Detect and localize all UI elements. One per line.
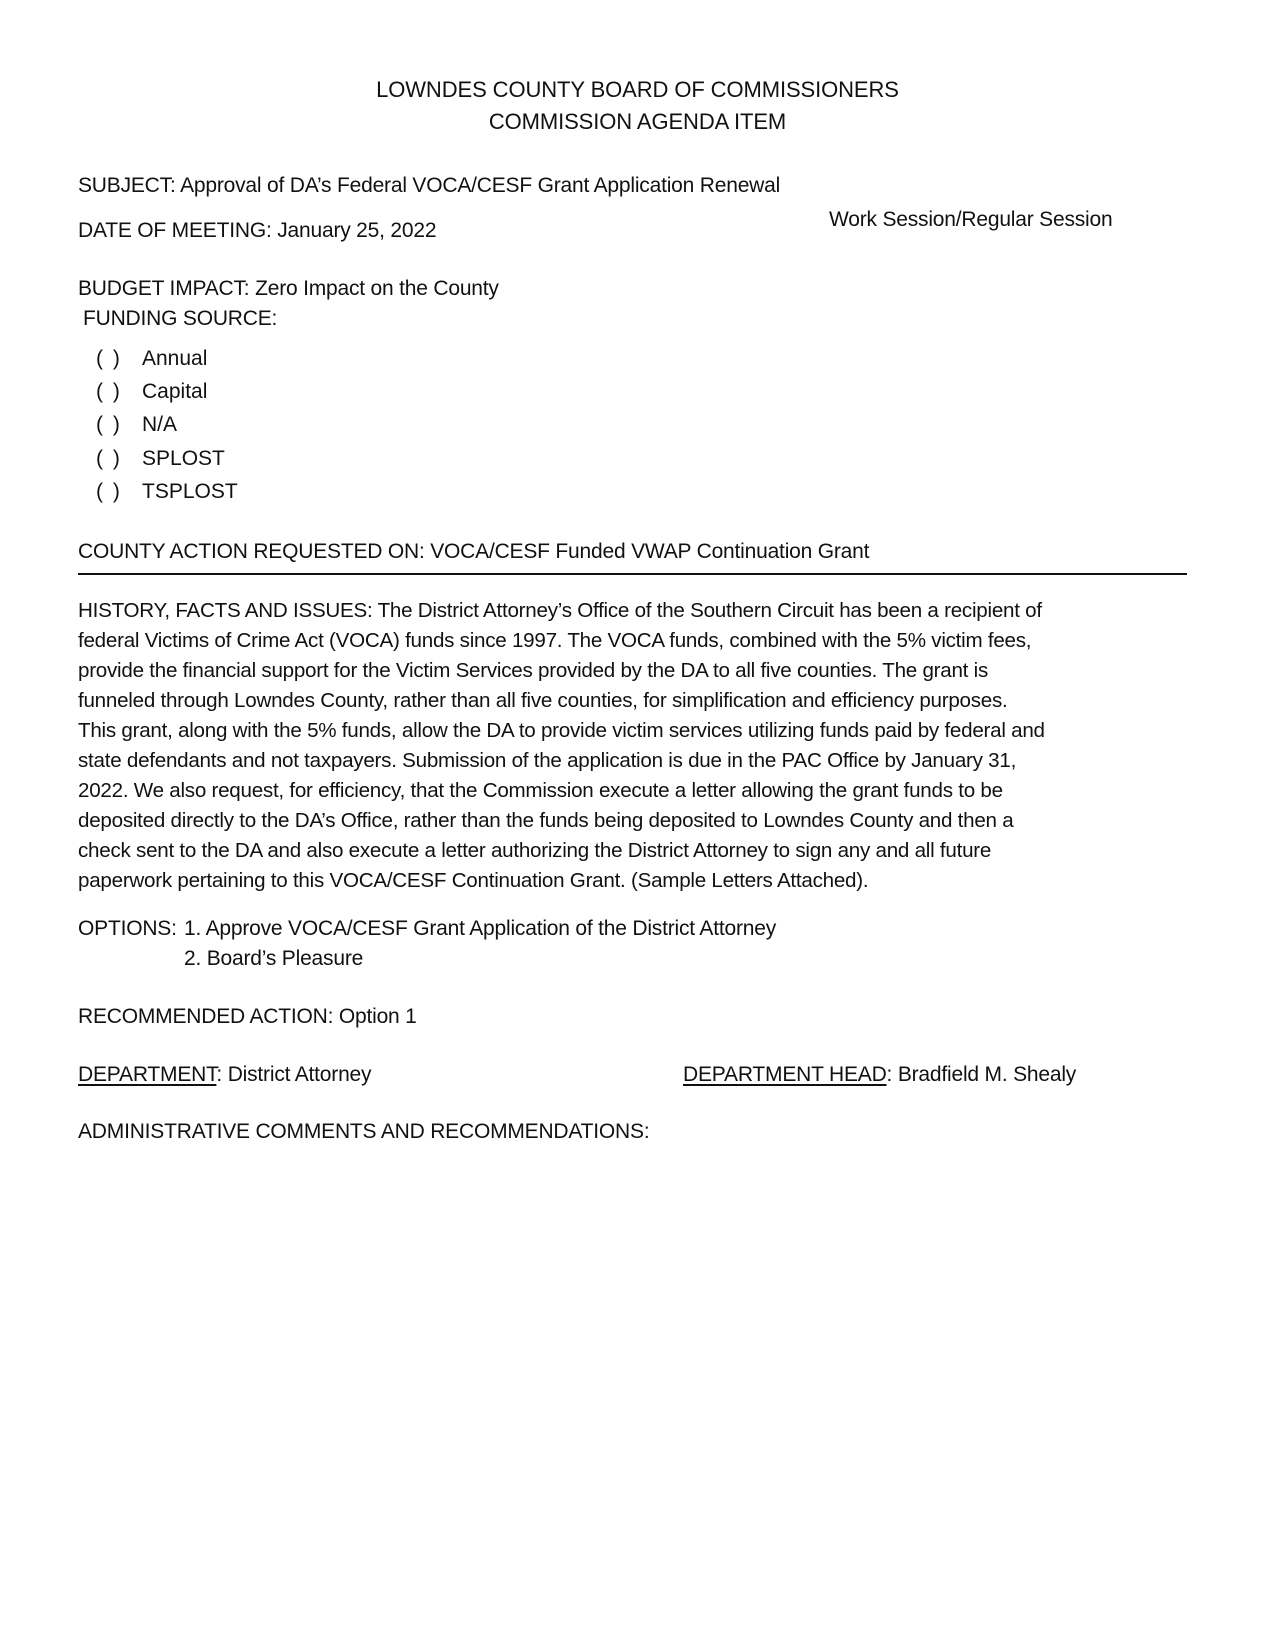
history-line: paperwork pertaining to this VOCA/CESF Continuation Grant. (Sample Letters Attached). xyxy=(78,869,869,892)
history-line: state defendants and not taxpayers. Submission of the application is due in the PAC Office by January 31, xyxy=(78,749,1017,772)
admin-comments-label: ADMINISTRATIVE COMMENTS AND RECOMMENDATIONS: xyxy=(78,1120,650,1143)
budget-impact-label: BUDGET IMPACT: xyxy=(78,277,250,300)
meeting-date-label: DATE OF MEETING: xyxy=(78,219,272,242)
checkbox-icon[interactable]: ( ) xyxy=(96,347,122,370)
checkbox-icon[interactable]: ( ) xyxy=(96,479,122,503)
funding-option-tsplost[interactable] xyxy=(96,478,238,511)
history-line: This grant, along with the 5% funds, allow the DA to provide victim services utilizing funds paid by federal and xyxy=(78,719,1045,742)
options-label: OPTIONS: xyxy=(78,917,177,940)
history-line: funneled through Lowndes County, rather than all five counties, for simplification and efficiency purposes. xyxy=(78,689,1008,712)
department-label: DEPARTMENT xyxy=(78,1063,217,1086)
history-line: provide the financial support for the Victim Services provided by the DA to all five counties. The grant is xyxy=(78,659,988,682)
subject-line xyxy=(78,172,780,200)
funding-source-label: FUNDING SOURCE: xyxy=(83,307,278,330)
checkbox-icon[interactable]: ( ) xyxy=(96,380,122,404)
budget-impact-line xyxy=(78,275,499,303)
subject-label: SUBJECT: xyxy=(78,174,176,197)
option-item-1: 1. Approve VOCA/CESF Grant Application of the District Attorney xyxy=(184,917,777,940)
county-action-value: VOCA/CESF Funded VWAP Continuation Grant xyxy=(430,540,870,563)
funding-option-annual[interactable] xyxy=(96,345,238,378)
department-head-line xyxy=(683,1061,1076,1089)
department-value: : District Attorney xyxy=(216,1063,372,1086)
funding-option-label: Capital xyxy=(142,380,208,404)
section-divider xyxy=(78,573,1187,575)
history-line: check sent to the DA and also execute a letter authorizing the District Attorney to sign any and all future xyxy=(78,839,992,862)
session-type: Work Session/Regular Session xyxy=(829,208,1113,231)
subject-value: Approval of DA’s Federal VOCA/CESF Grant Application Renewal xyxy=(180,174,781,197)
org-title: LOWNDES COUNTY BOARD OF COMMISSIONERS xyxy=(376,77,899,102)
history-line: 2022. We also request, for efficiency, that the Commission execute a letter allowing the grant funds to be xyxy=(78,779,1003,802)
funding-option-label: Annual xyxy=(142,347,208,370)
history-line: federal Victims of Crime Act (VOCA) funds since 1997. The VOCA funds, combined with the 5% victim fees, xyxy=(78,629,1032,652)
recommended-action-line xyxy=(78,1003,417,1031)
funding-option-label: SPLOST xyxy=(142,446,225,470)
county-action-label: COUNTY ACTION REQUESTED ON: xyxy=(78,540,425,563)
checkbox-icon[interactable]: ( ) xyxy=(96,413,122,437)
budget-impact-value: Zero Impact on the County xyxy=(255,277,499,300)
funding-option-splost[interactable] xyxy=(96,445,238,478)
funding-option-capital[interactable] xyxy=(96,378,238,411)
meeting-date-value: January 25, 2022 xyxy=(277,219,437,242)
funding-option-label: N/A xyxy=(142,413,178,437)
department-head-label: DEPARTMENT HEAD xyxy=(683,1063,887,1086)
funding-source-list xyxy=(96,345,238,511)
department-line xyxy=(78,1061,371,1089)
funding-option-label: TSPLOST xyxy=(142,479,238,503)
doc-title: COMMISSION AGENDA ITEM xyxy=(488,109,787,134)
history-facts-issues xyxy=(78,596,1193,896)
recommended-action-value: Option 1 xyxy=(338,1005,417,1028)
funding-option-na[interactable] xyxy=(96,411,238,444)
history-line: HISTORY, FACTS AND ISSUES: The District Attorney’s Office of the Southern Circuit has been a recipient of xyxy=(78,599,1042,622)
department-head-value: : Bradfield M. Shealy xyxy=(886,1063,1077,1086)
history-line: deposited directly to the DA’s Office, rather than the funds being deposited to Lowndes County and then a xyxy=(78,809,1014,832)
meeting-date-line xyxy=(78,217,436,245)
county-action-line xyxy=(78,538,869,566)
checkbox-icon[interactable]: ( ) xyxy=(96,446,122,470)
option-item-2: 2. Board’s Pleasure xyxy=(184,947,364,970)
recommended-action-label: RECOMMENDED ACTION: xyxy=(78,1005,334,1028)
